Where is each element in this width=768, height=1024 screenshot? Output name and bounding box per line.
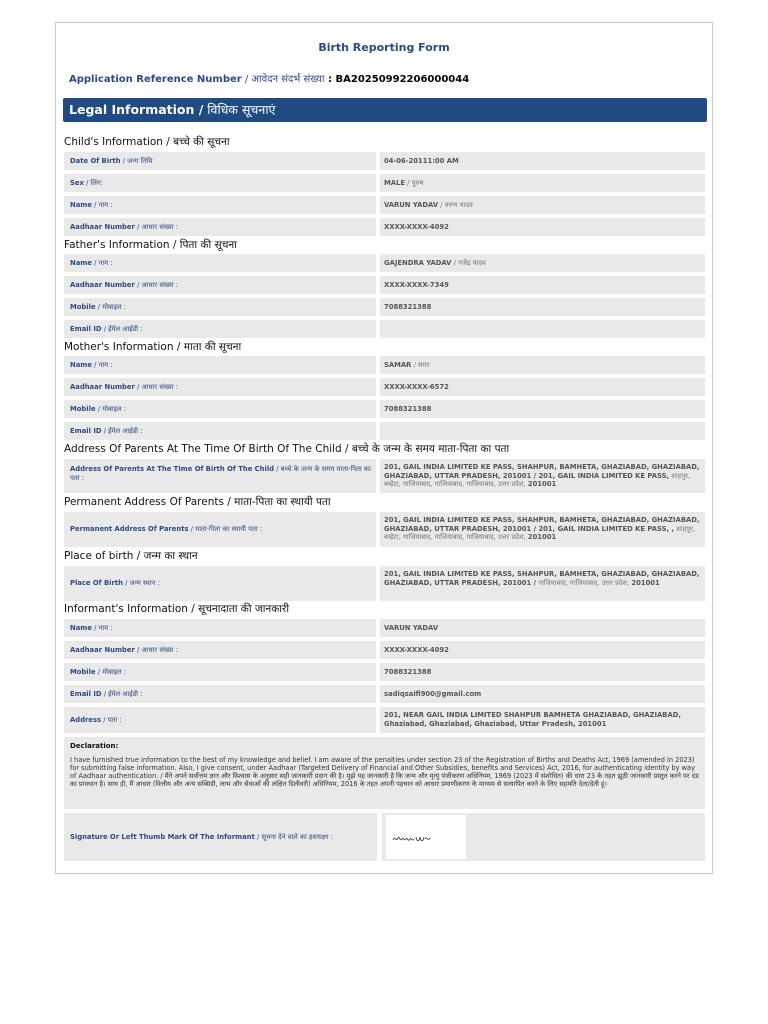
legal-information-banner [63,98,707,122]
informant-address-value: 201, NEAR GAIL INDIA LIMITED SHAHPUR BAMHETA GHAZIABAD, GHAZIABAD, Ghaziabad, Ghaziabad, Ghaziabad, Uttar Pradesh, 201001 [380,707,705,733]
declaration-box [64,737,705,809]
app-ref-label-hi: आवेदन संदर्भ संख्या [251,74,325,85]
father-aadhaar-label: Aadhaar Number / आधार संख्या : [64,276,376,294]
application-reference [69,71,469,85]
child-aadhaar-label: Aadhaar Number / आधार संख्या : [64,218,376,236]
signature-cell [382,813,705,861]
mother-mobile-label: Mobile / मोबाइल : [64,400,376,418]
banner-title: Legal Information / [69,102,204,117]
permanent-address-heading: Permanent Address Of Parents / माता-पिता का स्थायी पता [64,496,331,508]
app-ref-colon: : [324,74,336,85]
mother-aadhaar-value: XXXX-XXXX-6572 [380,378,705,396]
signature-label: Signature Or Left Thumb Mark Of The Informant / सूचना देने वाले का हस्ताक्षर : [64,813,377,861]
informant-aadhaar-value: XXXX-XXXX-4092 [380,641,705,659]
mother-name-label: Name / नाम : [64,356,376,374]
declaration-title: Declaration: [70,742,119,750]
father-mobile-label: Mobile / मोबाइल : [64,298,376,316]
permanent-address-value: 201, GAIL INDIA LIMITED KE PASS, SHAHPUR, BAMHETA, GHAZIABAD, GHAZIABAD, GHAZIABAD, UTTAR PRADESH, 201001 / 201, GAIL INDIA LIMITED KE PASS, , शाहपुर, बम्हेटा, गाजियाबाद, गाजियाबाद, गाजियाबाद, उत्तर प्रदेश, 201001 [380,512,705,547]
app-ref-label: Application Reference Number [69,74,242,85]
father-mobile-value: 7088321388 [380,298,705,316]
informant-mobile-label: Mobile / मोबाइल : [64,663,376,681]
permanent-address-label: Permanent Address Of Parents / माता-पिता का स्थायी पता : [64,512,376,547]
informant-aadhaar-label: Aadhaar Number / आधार संख्या : [64,641,376,659]
birth-address-value: 201, GAIL INDIA LIMITED KE PASS, SHAHPUR, BAMHETA, GHAZIABAD, GHAZIABAD, GHAZIABAD, UTTAR PRADESH, 201001 / 201, GAIL INDIA LIMITED KE PASS, शाहपुर, बम्हेटा, गाजियाबाद, गाजियाबाद, गाजियाबाद, उत्तर प्रदेश, 201001 [380,459,705,493]
place-of-birth-value: 201, GAIL INDIA LIMITED KE PASS, SHAHPUR, BAMHETA, GHAZIABAD, GHAZIABAD, GHAZIABAD, UTTAR PRADESH, 201001 / गाजियाबाद, गाजियाबाद, उत्तर प्रदेश, 201001 [380,566,705,601]
birth-address-label: Address Of Parents At The Time Of Birth Of The Child / बच्चे के जन्म के समय माता-पिता का पता : [64,459,376,493]
informant-address-label: Address / पता : [64,707,376,733]
app-ref-separator: / [241,74,252,85]
place-of-birth-label: Place Of Birth / जन्म स्थान : [64,566,376,601]
child-dob-label: Date Of Birth / जन्म तिथि [64,152,376,170]
declaration-text: I have furnished true information to the best of my knowledge and belief. I am aware of the penalties under section 23 of the Registration of Births and Deaths Act, 1969 (amended in 2023) for submitting false information. Also, I give consent, under Aadhaar (Targeted Delivery of Financial and Other Subsidies, benefits and Services) Act, 2016, for authenticating identity by way of Aadhaar authentication. / मैंने अपने सर्वोत्तम ज्ञान और विश्वास के अनुसार सही जानकारी प्रदान की है। मुझे यह जानकारी है कि जन्म और मृत्यु पंजीकरण अधिनियम, 1969 (2023 में संशोधित) की धारा 23 के तहत झूठी जानकारी प्रस्तुत करने पर दंड का प्रावधान है। साथ ही, मैं आधार (वित्तीय और अन्य सब्सिडी, लाभ और सेवाओं की लक्षित डिलीवरी) अधिनियम, 2016 के तहत अपनी पहचान को आधार प्रमाणीकरण के माध्यम से सत्यापित करने के लिए सहमति देता/देती हूं। [70,755,699,788]
birth-reporting-form [55,22,713,874]
mother-section-heading: Mother's Information / माता की सूचना [64,341,242,353]
informant-mobile-value: 7088321388 [380,663,705,681]
child-sex-label: Sex / लिंग: [64,174,376,192]
mother-name-value: SAMAR / समर [380,356,705,374]
child-aadhaar-value: XXXX-XXXX-4092 [380,218,705,236]
handwritten-signature-icon [392,831,432,845]
father-email-label: Email ID / ईमेल आईडी : [64,320,376,338]
birth-address-heading: Address Of Parents At The Time Of Birth Of The Child / बच्चे के जन्म के समय माता-पिता का पता [64,443,510,455]
father-name-value: GAJENDRA YADAV / गजेंद्र यादव [380,254,705,272]
informant-email-value: sadiqsaifi900@gmail.com [380,685,705,703]
father-aadhaar-value: XXXX-XXXX-7349 [380,276,705,294]
mother-email-label: Email ID / ईमेल आईडी : [64,422,376,440]
informant-email-label: Email ID / ईमेल आईडी : [64,685,376,703]
child-section-heading: Child's Information / बच्चे की सूचना [64,136,230,148]
child-name-label: Name / नाम : [64,196,376,214]
mother-email-value [380,422,705,440]
informant-name-value: VARUN YADAV [380,619,705,637]
form-title: Birth Reporting Form [318,41,450,54]
banner-title-hi: विधिक सूचनाएं [203,102,276,117]
child-name-value: VARUN YADAV / वरुण यादव [380,196,705,214]
mother-aadhaar-label: Aadhaar Number / आधार संख्या : [64,378,376,396]
app-ref-value: BA20250992206000044 [335,74,470,85]
child-dob-value: 04-06-20111:00 AM [380,152,705,170]
informant-name-label: Name / नाम : [64,619,376,637]
place-of-birth-heading: Place of birth / जन्म का स्थान [64,550,198,562]
father-section-heading: Father's Information / पिता की सूचना [64,239,237,251]
mother-mobile-value: 7088321388 [380,400,705,418]
signature-image [386,815,466,859]
child-sex-value: MALE / पुरुष [380,174,705,192]
father-email-value [380,320,705,338]
father-name-label: Name / नाम : [64,254,376,272]
informant-section-heading: Informant's Information / सूचनादाता की जानकारी [64,603,290,615]
